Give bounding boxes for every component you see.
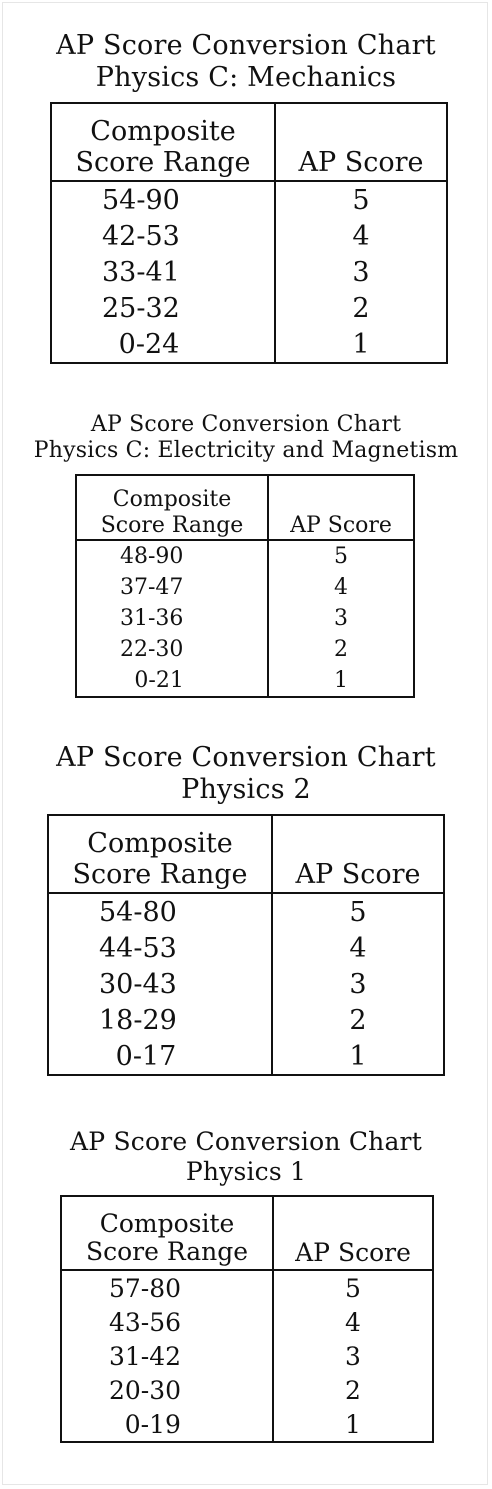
conversion-table: [75, 474, 415, 698]
chart-title-line2: Physics 2: [181, 774, 311, 806]
range-cell: 54-90: [51, 181, 275, 218]
chart-title-line2: Physics C: Electricity and Magnetism: [33, 438, 459, 464]
table-row: [61, 1270, 433, 1305]
range-cell: 31-42: [61, 1339, 273, 1373]
chart-title-line1: AP Score Conversion Chart: [56, 742, 436, 773]
chart-physics-1: [0, 1127, 492, 1439]
score-cell: 1: [352, 328, 370, 360]
header-ap-score: AP Score: [275, 103, 447, 181]
table-header-row: [61, 1196, 433, 1270]
range-cell: 37-47: [76, 572, 268, 603]
chart-physics-2: [0, 742, 492, 1072]
table-row: [76, 634, 414, 665]
table-row: [51, 181, 447, 218]
score-cell: 1: [345, 1409, 361, 1439]
chart-title-line1: AP Score Conversion Chart: [70, 1127, 422, 1156]
header-composite-score-range: Composite Score Range: [61, 1196, 273, 1270]
table-row: [61, 1339, 433, 1373]
range-cell: 48-90: [76, 540, 268, 572]
range-cell: 44-53: [48, 930, 272, 966]
score-cell: 3: [352, 256, 370, 288]
range-cell: 54-80: [48, 893, 272, 930]
chart-title-line1: AP Score Conversion Chart: [56, 30, 436, 61]
chart-title-line2: Physics 1: [185, 1157, 307, 1186]
table-row: [48, 893, 444, 930]
score-cell: 1: [349, 1040, 367, 1072]
score-cell: 5: [345, 1273, 361, 1303]
range-cell: 0-17: [48, 1038, 272, 1075]
conversion-table: [50, 102, 448, 364]
table-row: [48, 1038, 444, 1075]
range-cell: 0-21: [76, 665, 268, 697]
table-row: [61, 1373, 433, 1407]
table-header-row: [76, 475, 414, 540]
score-cell: 5: [352, 184, 370, 216]
range-cell: 31-36: [76, 603, 268, 634]
range-cell: 57-80: [61, 1270, 273, 1305]
range-cell: 20-30: [61, 1373, 273, 1407]
score-cell: 5: [349, 896, 367, 928]
header-ap-score: AP Score: [272, 815, 444, 893]
header-ap-score: AP Score: [273, 1196, 433, 1270]
range-cell: 18-29: [48, 1002, 272, 1038]
score-cell: 1: [334, 668, 348, 693]
score-cell: 2: [345, 1375, 361, 1405]
range-cell: 30-43: [48, 966, 272, 1002]
table-row: [76, 603, 414, 634]
range-cell: 33-41: [51, 254, 275, 290]
table-row: [76, 665, 414, 697]
score-cell: 3: [349, 968, 367, 1000]
table-row: [51, 290, 447, 326]
range-cell: 0-24: [51, 326, 275, 363]
score-cell: 3: [334, 606, 348, 631]
score-cell: 5: [334, 544, 348, 569]
score-cell: 4: [349, 932, 367, 964]
table-row: [48, 930, 444, 966]
score-cell: 4: [334, 575, 348, 600]
table-header-row: [51, 103, 447, 181]
header-composite-score-range: Composite Score Range: [51, 103, 275, 181]
range-cell: 22-30: [76, 634, 268, 665]
score-cell: 4: [345, 1307, 361, 1337]
table-row: [51, 326, 447, 363]
table-row: [51, 254, 447, 290]
table-row: [48, 966, 444, 1002]
score-cell: 2: [349, 1004, 367, 1036]
range-cell: 25-32: [51, 290, 275, 326]
score-cell: 2: [352, 292, 370, 324]
table-row: [76, 540, 414, 572]
conversion-table: [47, 814, 445, 1076]
header-composite-score-range: Composite Score Range: [76, 475, 268, 540]
table-row: [76, 572, 414, 603]
score-cell: 4: [352, 220, 370, 252]
chart-title-line1: AP Score Conversion Chart: [90, 412, 402, 437]
score-cell: 2: [334, 637, 348, 662]
range-cell: 43-56: [61, 1305, 273, 1339]
chart-physics-c-electricity-magnetism: [0, 412, 492, 693]
table-row: [51, 218, 447, 254]
conversion-table: [60, 1195, 434, 1443]
table-row: [61, 1407, 433, 1442]
header-ap-score: AP Score: [268, 475, 414, 540]
range-cell: 0-19: [61, 1407, 273, 1442]
score-cell: 3: [345, 1341, 361, 1371]
table-row: [61, 1305, 433, 1339]
chart-title-line2: Physics C: Mechanics: [95, 62, 397, 94]
header-composite-score-range: Composite Score Range: [48, 815, 272, 893]
range-cell: 42-53: [51, 218, 275, 254]
table-row: [48, 1002, 444, 1038]
table-header-row: [48, 815, 444, 893]
chart-physics-c-mechanics: [0, 30, 492, 360]
